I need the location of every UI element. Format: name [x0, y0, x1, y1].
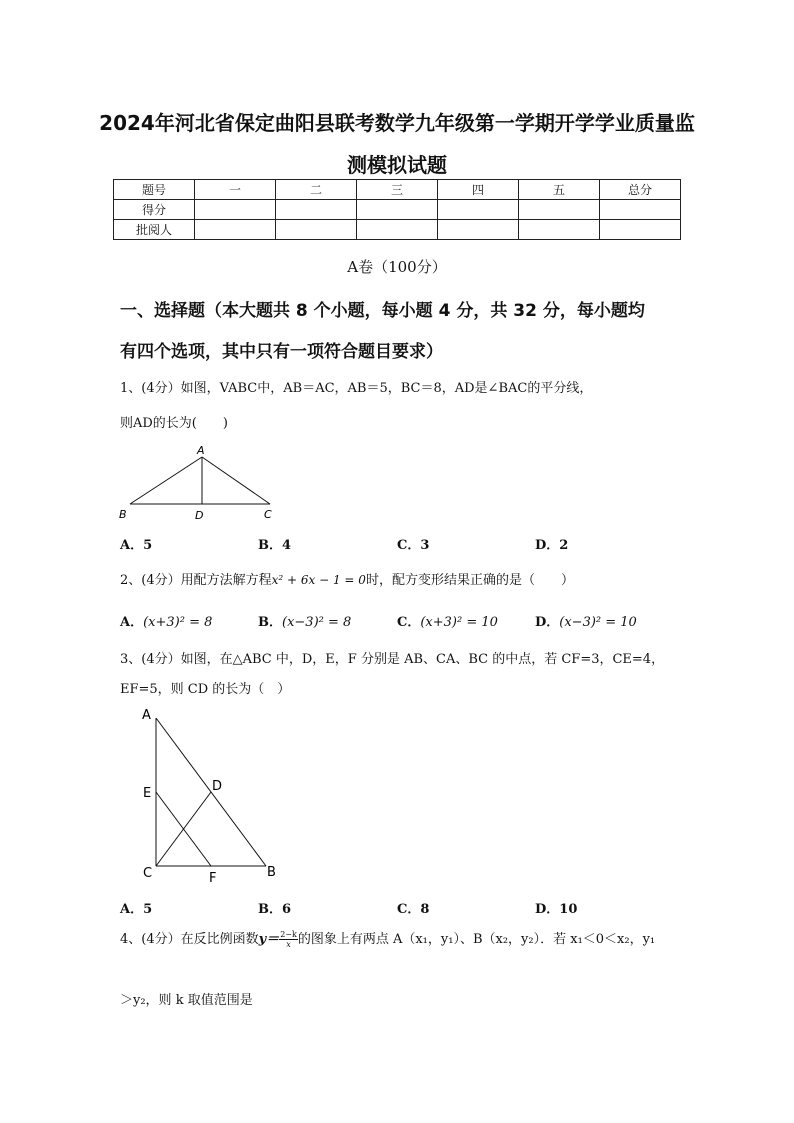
exam-title-line1: 2024年河北省保定曲阳县联考数学九年级第一学期开学学业质量监	[99, 111, 695, 135]
score-cell[interactable]	[357, 220, 438, 240]
q3-label-c: C	[143, 866, 153, 881]
q2-option-c[interactable]: C．(x+3)² = 10	[397, 615, 498, 630]
q2-equation: x² + 6x − 1 = 0	[271, 573, 366, 587]
q3-option-d[interactable]: D．10	[535, 902, 578, 917]
q4-frac-numerator: 2−k	[280, 930, 297, 939]
q1-segment-ac	[202, 457, 270, 504]
q3-text-line1: 3、(4分）如图，在△ABC 中，D，E，F 分别是 AB、CA、BC 的中点，若 CF=3，CE=4，	[120, 652, 665, 667]
q3-label-a: A	[142, 708, 151, 723]
q4-fraction	[279, 930, 298, 949]
score-header-cell: 题号	[114, 180, 195, 200]
q3-option-b[interactable]: B．6	[258, 902, 292, 917]
section1-heading-line2: 有四个选项，其中只有一项符合题目要求）	[120, 342, 443, 362]
q3-label-f: F	[209, 871, 217, 886]
q3-label-b: B	[267, 865, 276, 880]
score-cell[interactable]	[195, 220, 276, 240]
score-cell[interactable]	[600, 200, 681, 220]
score-header-cell: 三	[357, 180, 438, 200]
score-table-row	[114, 220, 681, 240]
q2-suffix: 时，配方变形结果正确的是（ ）	[365, 573, 574, 588]
q1-triangle-figure	[112, 440, 282, 525]
section1-heading-line1: 一、选择题（本大题共 8 个小题，每小题 4 分，共 32 分，每小题均	[120, 301, 645, 321]
score-header-cell: 总分	[600, 180, 681, 200]
score-table-header-row	[114, 180, 681, 200]
q1-text-line1: 1、(4分）如图，VABC中，AB＝AC，AB＝5，BC＝8，AD是∠BAC的平分线，	[120, 381, 593, 396]
score-header-cell: 五	[519, 180, 600, 200]
volume-heading: A卷（100分）	[347, 258, 447, 276]
score-cell[interactable]	[276, 220, 357, 240]
q2-option-a[interactable]: A．(x+3)² = 8	[120, 615, 213, 630]
q4-middle-text: 的图象上有两点 A（x₁，y₁）、B（x₂，y₂）．若 x₁＜0＜x₂，y₁	[297, 932, 656, 947]
q2-text	[120, 569, 574, 588]
q4-text-line2: ＞y₂，则 k 取值范围是	[120, 993, 253, 1008]
q1-option-b[interactable]: B．4	[258, 538, 292, 553]
q1-option-a[interactable]: A．5	[120, 538, 153, 553]
score-header-cell: 四	[438, 180, 519, 200]
q3-option-a[interactable]: A．5	[120, 902, 153, 917]
q2-option-d[interactable]: D．(x−3)² = 10	[535, 615, 637, 630]
score-header-cell: 一	[195, 180, 276, 200]
score-table-row	[114, 200, 681, 220]
q3-label-d: D	[212, 779, 223, 794]
q3-label-e: E	[143, 786, 152, 801]
q1-label-c: C	[264, 508, 272, 521]
score-row-label: 批阅人	[114, 220, 195, 240]
q3-triangle-figure	[138, 702, 288, 888]
q4-func-y: y＝	[258, 932, 280, 947]
score-cell[interactable]	[438, 220, 519, 240]
score-cell[interactable]	[195, 200, 276, 220]
score-table	[113, 179, 681, 240]
q4-prefix: 4、(4分）在反比例函数	[120, 932, 259, 947]
score-row-label: 得分	[114, 200, 195, 220]
q3-text-line2: EF=5，则 CD 的长为（ ）	[120, 682, 291, 697]
q2-prefix: 2、(4分）用配方法解方程	[120, 573, 272, 588]
q1-option-c[interactable]: C．3	[397, 538, 430, 553]
q1-text-line2: 则AD的长为( )	[120, 416, 228, 431]
q1-label-a: A	[197, 444, 205, 457]
q2-option-b[interactable]: B．(x−3)² = 8	[258, 615, 352, 630]
score-cell[interactable]	[600, 220, 681, 240]
score-cell[interactable]	[357, 200, 438, 220]
score-cell[interactable]	[438, 200, 519, 220]
q1-label-b: B	[119, 508, 127, 521]
q1-segment-ab	[130, 457, 202, 504]
q4-frac-denominator: x	[286, 940, 291, 949]
score-cell[interactable]	[519, 200, 600, 220]
exam-title-line2: 测模拟试题	[347, 153, 447, 177]
q1-label-d: D	[195, 509, 204, 522]
q3-option-c[interactable]: C．8	[397, 902, 430, 917]
q4-text-line1	[120, 928, 655, 949]
q1-option-d[interactable]: D．2	[535, 538, 569, 553]
score-cell[interactable]	[276, 200, 357, 220]
score-cell[interactable]	[519, 220, 600, 240]
score-header-cell: 二	[276, 180, 357, 200]
